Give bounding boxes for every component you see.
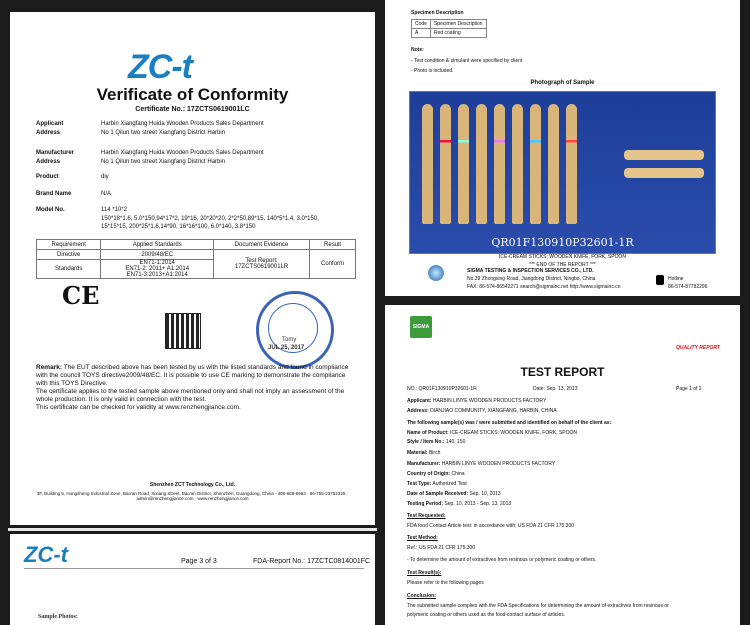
spoon bbox=[494, 104, 505, 224]
photo-caption: QR01F130910P32601-1R bbox=[491, 236, 634, 249]
end-of-report: *** END OF THE REPORT *** bbox=[529, 262, 596, 268]
section-test-requested: Test Requested: bbox=[407, 513, 446, 519]
report-number: FDA-Report No.: 17ZCTC0814001FC bbox=[253, 558, 371, 565]
spoon bbox=[440, 104, 451, 224]
section-text: The submitted sample complies with the FDA Specifications for determining the amount of extractives from resinous or bbox=[407, 603, 669, 609]
company-seal bbox=[256, 291, 334, 369]
note-line: - Test condition & simulant were specified by client bbox=[411, 58, 523, 64]
section-text: FDA food Contact Article test: in accordance with; US FDA 21 CFR 175.300 bbox=[407, 523, 575, 529]
report-line: Applicant: HARBIN LINYE WOODEN PRODUCTS FACTORY bbox=[407, 398, 547, 404]
table-header: Document Evidence bbox=[214, 240, 310, 250]
note-line: - Photo is included. bbox=[411, 68, 454, 74]
ce-mark: CE bbox=[62, 281, 100, 310]
table-cell: A bbox=[412, 29, 431, 38]
photo-title: Photograph of Sample bbox=[530, 80, 595, 86]
spoon bbox=[548, 104, 559, 224]
specimen-table bbox=[411, 19, 487, 38]
quality-report-label: QUALITY REPORT bbox=[676, 345, 720, 351]
report-photo-page bbox=[385, 0, 740, 296]
sample-photos-heading: Sample Photos: bbox=[38, 614, 78, 620]
section-text: Please refer to the following pages bbox=[407, 580, 484, 586]
table-cell: Standards bbox=[37, 260, 101, 279]
phone-icon bbox=[656, 275, 664, 285]
report-line: Test Type: Authorized Test bbox=[407, 481, 467, 487]
table-header: Specimen Description bbox=[430, 20, 486, 29]
spoon bbox=[530, 104, 541, 224]
report-page-3 bbox=[10, 534, 375, 625]
seal-date: JUL 25, 2017 bbox=[268, 345, 305, 351]
section-text: Ref.: US FDA 21 CFR 175.300 bbox=[407, 545, 476, 551]
section-conclusion: Conclusion: bbox=[407, 593, 436, 599]
table-cell: Directive bbox=[37, 250, 101, 260]
qr-code bbox=[165, 313, 201, 349]
certificate-title: Verificate of Conformity bbox=[96, 85, 289, 104]
table-header: Result bbox=[310, 240, 356, 250]
report-date: Date: Sep. 13, 2013 bbox=[533, 386, 578, 392]
page-divider bbox=[8, 528, 377, 531]
table-header: Code bbox=[412, 20, 431, 29]
section-test-results: Test Result(s): bbox=[407, 570, 442, 576]
table-header: Applied Standards bbox=[101, 240, 214, 250]
spoon bbox=[422, 104, 433, 224]
table-cell: Conform bbox=[310, 250, 356, 279]
spoon bbox=[458, 104, 469, 224]
section-test-method: Test Method: bbox=[407, 535, 438, 541]
spoon bbox=[566, 104, 577, 224]
report-line: The following sample(s) was / were submitted and identified on behalf of the client as: bbox=[407, 420, 612, 426]
globe-icon bbox=[428, 265, 444, 281]
wooden-stick bbox=[624, 150, 704, 160]
spoon bbox=[476, 104, 487, 224]
signature: Tomy bbox=[282, 337, 297, 343]
divider bbox=[24, 568, 364, 569]
hotline-label: Hotline bbox=[668, 276, 684, 282]
sigma-company: SIGMA TESTING & INSPECTION SERVICES CO., LTD. bbox=[467, 268, 594, 274]
footer-address: 3F, Building 5, Hongsheng Industrial Zone, Bao'an Road, Xixiang Street, Bao'an District, Shenzhen, Guangdong, China · 400-669-6963 · 86-755-23752325 · admin@renzhengjiance.com · www.renzhengjiance.com bbox=[36, 491, 349, 501]
table-header: Requirement bbox=[37, 240, 101, 250]
sample-photo bbox=[409, 91, 716, 254]
certificate-number: Certificate No.: 17ZCTS0619001LC bbox=[135, 106, 250, 113]
section-text: polymeric coating or others used as the food-contact surface of articles. bbox=[407, 612, 566, 618]
photo-label: ICE-CREAM STICKS; WOODEN KNIFE, FORK, SPOON bbox=[499, 254, 626, 260]
page-number: Page 3 of 3 bbox=[181, 558, 217, 565]
zct-logo: ZC-t bbox=[128, 48, 192, 86]
report-line: Manufacturer: HARBIN LINYE WOODEN PRODUCTS FACTORY bbox=[407, 461, 556, 467]
certificate-page: ZC-t Verificate of Conformity Certificate No.: 17ZCTS0619001LC Applicant Harbin Xiangfang Huida Wooden Products Sales Department Address No 1 Qilun two street Xiangfang District Harbin Manufacturer Harbin Xiangfang Huida Wooden Products Sales Department Address No 1 Qilun two street Xiangfang District Harbin Product diy Brand Name N/A Model No. 114 *10*2 150*18*1.6, 5.0*150,94*17*2, 19*16, 20*20*20, 2*2*50,89*15, 140*5*1.4, 3.0*150, 15*15*15, 200*25*1.6,14*90, 16*16*100, 6.0*140, 3.8*150 Requirement Applied Standards Document Evidence Result Directive 2009/48/EC Test Report: 17ZCTS0619001LR Conform Standards EN71-1:2014 EN71-2: 2011+ A1:2014 EN71-3:2013+A1:2014 CE Tomy JUL 25, 2017 Remark: The EUT described above has been tested by us with the listed standards and found in compliance with the council TOYS directive2009/48/EC. It is possible to use CE marking to demonstrate the compliance with this TOYS Directive. The certificate applies to the tested sample above mentioned only and shall not imply an assessment of the whole production. It is only valid in connection with the test. This certificate can be checked for validity at www.renzhengjiance.com. Shenzhen ZCT Technology Co., Ltd. 3F, Building 5, Hongsheng Industrial Zone, Bao'an Road, Xixiang Street, Bao'an District, Shenzhen, Guangdong, China · 400-669-6963 · 86-755-23752325 · admin@renzhengjiance.com · www.renzhengjiance.com bbox=[10, 12, 375, 525]
table-cell: Test Report: 17ZCTS0619001LR bbox=[214, 250, 310, 279]
footer-company: Shenzhen ZCT Technology Co., Ltd. bbox=[149, 482, 236, 488]
report-line: Address: DIANJIAO COMMUNITY, XIANGFANG, HARBIN, CHINA bbox=[407, 408, 557, 414]
sigma-address: No.39 Zhongxing Road, Jiangdong District, Ningbo, China bbox=[467, 276, 596, 282]
table-cell: 2009/48/EC bbox=[101, 250, 214, 260]
sigma-logo: SIGMA bbox=[410, 316, 432, 338]
report-title: TEST REPORT bbox=[520, 365, 605, 379]
report-line: Country of Origin: China bbox=[407, 471, 465, 477]
sigma-contact: FAX: 86-574-86542271 search@sigmainc.net http://www.sigmainc.cn bbox=[467, 284, 621, 290]
zct-logo: ZC-t bbox=[24, 542, 68, 567]
table-cell: Red coating bbox=[430, 29, 486, 38]
report-line: Style / Item No.: 140, 150 bbox=[407, 439, 466, 445]
section-text: - To determine the amount of extractives from resinous or polymeric coating or others. bbox=[407, 557, 597, 563]
note-label: Note: bbox=[411, 47, 424, 53]
wooden-stick bbox=[624, 168, 704, 178]
test-report-page bbox=[385, 305, 740, 625]
report-line: Date of Sample Received: Sep. 10, 2013 bbox=[407, 491, 501, 497]
remark-text: Remark: The EUT described above has been tested by us with the listed standards and found in compliance with the council TOYS directive2009/48/EC. It is possible to use CE marking to demonstrate the compliance with this TOYS Directive. The certificate applies to the tested sample above mentioned only and shall not imply an assessment of the whole production. It is only valid in connection with the test. This certificate can be checked for validity at www.renzhengjiance.com. bbox=[36, 364, 349, 411]
hotline-number: 86-574-87782296 bbox=[668, 284, 708, 290]
specimen-heading: Specimen Description bbox=[411, 10, 464, 16]
table-cell: EN71-1:2014 EN71-2: 2011+ A1:2014 EN71-3:2013+A1:2014 bbox=[101, 260, 214, 279]
report-number: NO.: QR01F130910P32601-1R bbox=[407, 386, 477, 392]
report-line: Testing Period: Sep. 10, 2013 - Sep. 13, 2013 bbox=[407, 501, 512, 507]
standards-table bbox=[36, 239, 356, 279]
page-number: Page 1 of 2 bbox=[676, 386, 702, 392]
report-line: Material: Birch bbox=[407, 450, 441, 456]
report-line: Name of Product: ICE-CREAM STICKS; WOODEN KNIFE, FORK, SPOON bbox=[407, 430, 578, 436]
spoon bbox=[512, 104, 523, 224]
